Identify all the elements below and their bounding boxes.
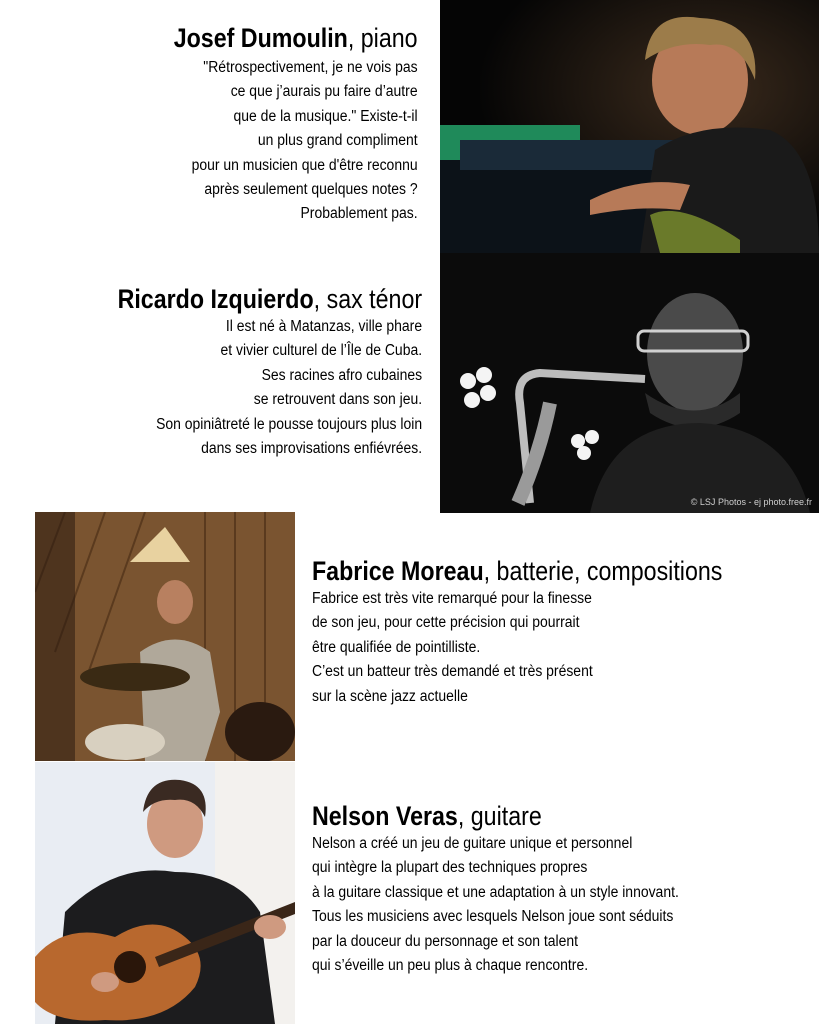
photo-credit: © LSJ Photos - ej photo.free.fr bbox=[690, 497, 812, 507]
ricardo-izquierdo-photo bbox=[440, 253, 819, 513]
musician-bio: "Rétrospectivement, je ne vois pas ce que j’aurais pu faire d’autre que de la musique." Existe-t-il un plus grand compliment pour un musicien que d'être reconnu après seulement quelques notes ? Probablement pas. bbox=[191, 59, 418, 223]
josef-dumoulin-section bbox=[134, 22, 418, 227]
fabrice-moreau-section bbox=[312, 555, 789, 709]
fabrice-moreau-photo bbox=[35, 512, 295, 761]
musician-bio: Nelson a créé un jeu de guitare unique et personnel qui intègre la plupart des techniques propres à la guitare classique et une adaptation à un style innovant. Tous les musiciens avec lesquels Nelson joue sont séduits par la douceur du personnage et son talent qui s’éveille un peu plus à chaque rencontre. bbox=[312, 835, 679, 975]
musician-bio: Il est né à Matanzas, ville phare et vivier culturel de l’Île de Cuba. Ses racines afro cubaines se retrouvent dans son jeu. Son opiniâtreté le pousse toujours plus loin dans ses improvisations enfiévrées. bbox=[155, 318, 422, 458]
musician-name-heading: Nelson Veras, guitare bbox=[312, 801, 542, 831]
musician-name-heading: Josef Dumoulin, piano bbox=[174, 23, 418, 53]
nelson-veras-section bbox=[312, 800, 720, 978]
josef-dumoulin-photo bbox=[440, 0, 819, 253]
musician-name-heading: Fabrice Moreau, batterie, compositions bbox=[312, 556, 723, 586]
ricardo-izquierdo-section bbox=[68, 283, 422, 461]
musician-name-heading: Ricardo Izquierdo, sax ténor bbox=[117, 284, 422, 314]
musician-bio: Fabrice est très vite remarqué pour la finesse de son jeu, pour cette précision qui pourrait être qualifiée de pointilliste. C’est un batteur très demandé et très présent sur la scène jazz actuelle bbox=[312, 590, 593, 705]
nelson-veras-photo bbox=[35, 762, 295, 1024]
